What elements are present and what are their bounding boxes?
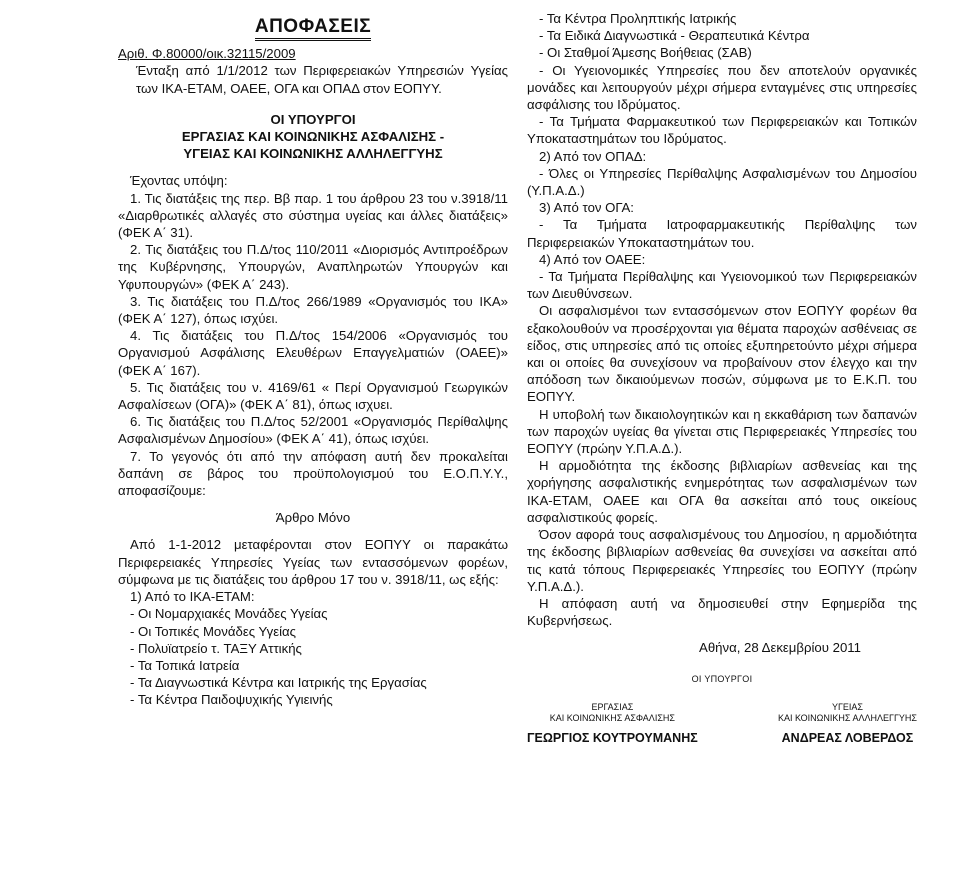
list-item: - Οι Νομαρχιακές Μονάδες Υγείας: [130, 606, 328, 622]
ministers-line: ΥΓΕΙΑΣ ΚΑΙ ΚΟΙΝΩΝΙΚΗΣ ΑΛΛΗΛΕΓΓΥΗΣ: [183, 146, 443, 162]
list-item: - Οι Σταθμοί Άμεσης Βοήθειας (ΣΑΒ): [539, 45, 752, 61]
list-item: - Τα Τμήματα Φαρμακευτικού των Περιφερειακών και Τοπικών Υποκαταστημάτων του Ιδρύματος.: [527, 114, 917, 147]
consideration-item: 3. Τις διατάξεις του Π.Δ/τος 266/1989 «Οργανισμός του ΙΚΑ» (ΦΕΚ Α΄ 127), όπως ισχύει.: [118, 293, 508, 327]
signatures: [527, 702, 917, 747]
signatory-role: ΕΡΓΑΣΙΑΣ: [591, 701, 634, 712]
body-paragraph: Οι ασφαλισμένοι των εντασσόμενων στον ΕΟΠΥΥ φορέων θα εξακολουθούν να προσέρχονται για θέματα παροχών ασθένειας σε είδος, στις υπηρεσίες από τις οποίες εξυπηρετούντο μέχρι σήμερα και οι οποίες θα συνεχίσουν να προβαίνουν στον έλεγχο και την απόδοση των δικαιούμενων ποσών, σύμφωνα με το Ε.Κ.Π. του ΕΟΠΥΥ.: [527, 303, 917, 405]
signature-block: [778, 702, 917, 747]
section-heading: ΑΠΟΦΑΣΕΙΣ: [118, 18, 508, 35]
list-item: - Πολυϊατρείο τ. ΤΑΞΥ Αττικής: [130, 640, 302, 656]
body-paragraph: Η απόφαση αυτή να δημοσιευθεί στην Εφημερίδα της Κυβερνήσεως.: [527, 595, 917, 629]
oaee-heading: 4) Από τον ΟΑΕΕ:: [539, 251, 646, 267]
list-item: - Οι Υγειονομικές Υπηρεσίες που δεν αποτελούν οργανικές μονάδες και λειτουργούν μέχρι σήμερα ενταγμένες στις υπηρεσίες ασφάλισης του Ιδρύματος.: [527, 62, 917, 113]
list-item: - Τα Διαγνωστικά Κέντρα και Ιατρικής της Εργασίας: [130, 675, 427, 691]
signatory-role: ΥΓΕΙΑΣ: [831, 701, 863, 712]
consideration-item: 4. Τις διατάξεις του Π.Δ/τος 154/2006 «Οργανισμός του Οργανισμού Ασφάλισης Ελευθέρων Επαγγελματιών (ΟΑΕΕ)» (ΦΕΚ Α΄ 167).: [118, 328, 508, 378]
signatory-role: ΚΑΙ ΚΟΙΝΩΝΙΚΗΣ ΑΛΛΗΛΕΓΓΥΗΣ: [777, 712, 917, 723]
place-date: Αθήνα, 28 Δεκεμβρίου 2011: [699, 640, 861, 656]
list-item: - Όλες οι Υπηρεσίες Περίθαλψης Ασφαλισμένων του Δημοσίου (Υ.Π.Α.Δ.): [527, 165, 917, 199]
ministers-line: ΕΡΓΑΣΙΑΣ ΚΑΙ ΚΟΙΝΩΝΙΚΗΣ ΑΣΦΑΛΙΣΗΣ -: [181, 129, 445, 145]
signatures-header: ΟΙ ΥΠΟΥΡΓΟΙ: [691, 673, 753, 684]
signatory-name: ΑΝΔΡΕΑΣ ΛΟΒΕΡΔΟΣ: [781, 730, 914, 745]
consideration-item: 1. Τις διατάξεις της περ. Ββ παρ. 1 του άρθρου 23 του ν.3918/11 «Διαρθρωτικές αλλαγές στο σύστημα υγείας και άλλες διατάξεις» (ΦΕΚ Α΄ 31).: [118, 190, 508, 241]
ministers-line: ΟΙ ΥΠΟΥΡΓΟΙ: [270, 111, 356, 127]
decision-number: Αριθ. Φ.80000/οικ.32115/2009: [118, 46, 296, 62]
decision-subject: Ένταξη από 1/1/2012 των Περιφερειακών Υπηρεσιών Υγείας των ΙΚΑ-ΕΤΑΜ, ΟΑΕΕ, ΟΓΑ και ΟΠΑΔ στον ΕΟΠΥΥ.: [136, 63, 508, 96]
article-title: Άρθρο Μόνο: [275, 510, 351, 526]
article-intro: Από 1-1-2012 μεταφέρονται στον ΕΟΠΥΥ οι παρακάτω Περιφερειακές Υπηρεσίες Υγείας των εντασσόμενων φορέων, σύμφωνα με τις διατάξεις του άρθρου 17 του ν. 3918/11, ως εξής:: [118, 537, 508, 587]
oga-heading: 3) Από τον ΟΓΑ:: [539, 200, 634, 216]
consideration-item: 2. Τις διατάξεις του Π.Δ/τος 110/2011 «Διορισμός Αντιπροέδρων της Κυβέρνησης, Υπουργών, Αναπληρωτών Υπουργών και Υφυπουργών» (ΦΕΚ Α΄ 243).: [118, 242, 508, 292]
ministers-heading: [118, 111, 508, 163]
list-item: - Τα Κέντρα Προληπτικής Ιατρικής: [539, 11, 737, 26]
list-item: - Οι Τοπικές Μονάδες Υγείας: [130, 623, 297, 639]
body-paragraph: Η αρμοδιότητα της έκδοσης βιβλιαρίων ασθενείας και της χορήγησης ασφαλιστικής ενημερότητας των ασφαλισμένων των ΙΚΑ-ΕΤΑΜ, ΟΑΕΕ και ΟΓΑ θα ασκείται από τους οικείους ασφαλιστικούς φορείς.: [527, 458, 917, 525]
signature-block: [527, 702, 698, 747]
body-paragraph: Η υποβολή των δικαιολογητικών και η εκκαθάριση των δαπανών των παροχών υγείας θα γίνεται στις Περιφερειακές Υπηρεσίες του ΕΟΠΥΥ (πρώην Υ.Π.Α.Δ.).: [527, 406, 917, 457]
left-column: [118, 0, 508, 709]
opad-heading: 2) Από τον ΟΠΑΔ:: [539, 148, 647, 164]
list-item: - Τα Ειδικά Διαγνωστικά - Θεραπευτικά Κέντρα: [539, 28, 810, 44]
consideration-item: 7. Το γεγονός ότι από την απόφαση αυτή δεν προκαλείται δαπάνη σε βάρος του προϋπολογισμού του Ε.Ο.Π.Υ.Υ., αποφασίζουμε:: [118, 448, 508, 499]
list-item: - Τα Τμήματα Ιατροφαρμακευτικής Περίθαλψης των Περιφερειακών Υποκαταστημάτων του.: [527, 217, 917, 250]
list-item: - Τα Τμήματα Περίθαλψης και Υγειονομικού των Περιφερειακών των Διευθύνσεων.: [527, 269, 917, 302]
right-column: [527, 0, 917, 747]
list-item: - Τα Τοπικά Ιατρεία: [130, 657, 240, 673]
consideration-item: 5. Τις διατάξεις του ν. 4169/61 « Περί Οργανισμού Γεωργικών Ασφαλίσεων (ΟΓΑ)» (ΦΕΚ Α΄ 81), όπως ισχυει.: [118, 379, 508, 413]
body-paragraph: Όσον αφορά τους ασφαλισμένους του Δημοσίου, η αρμοδιότητα της έκδοσης βιβλιαρίων ασθενείας θα συνεχίσει να ασκείται από τις κατά τόπους Περιφερειακές Υπηρεσίες του ΕΟΠΥΥ (πρώην Υ.Π.Α.Δ.).: [527, 527, 917, 594]
considering-label: Έχοντας υπόψη:: [130, 173, 228, 189]
ika-heading: 1) Από το ΙΚΑ-ΕΤΑΜ:: [130, 589, 255, 605]
consideration-item: 6. Τις διατάξεις του Π.Δ/τος 52/2001 «Οργανισμός Περίθαλψης Ασφαλισμένων Δημοσίου» (ΦΕΚ Α΄ 41), όπως ισχύει.: [118, 414, 508, 447]
list-item: - Τα Κέντρα Παιδοψυχικής Υγιεινής: [130, 692, 333, 708]
signatory-name: ΓΕΩΡΓΙΟΣ ΚΟΥΤΡΟΥΜΑΝΗΣ: [527, 730, 698, 745]
signatory-role: ΚΑΙ ΚΟΙΝΩΝΙΚΗΣ ΑΣΦΑΛΙΣΗΣ: [549, 712, 675, 723]
